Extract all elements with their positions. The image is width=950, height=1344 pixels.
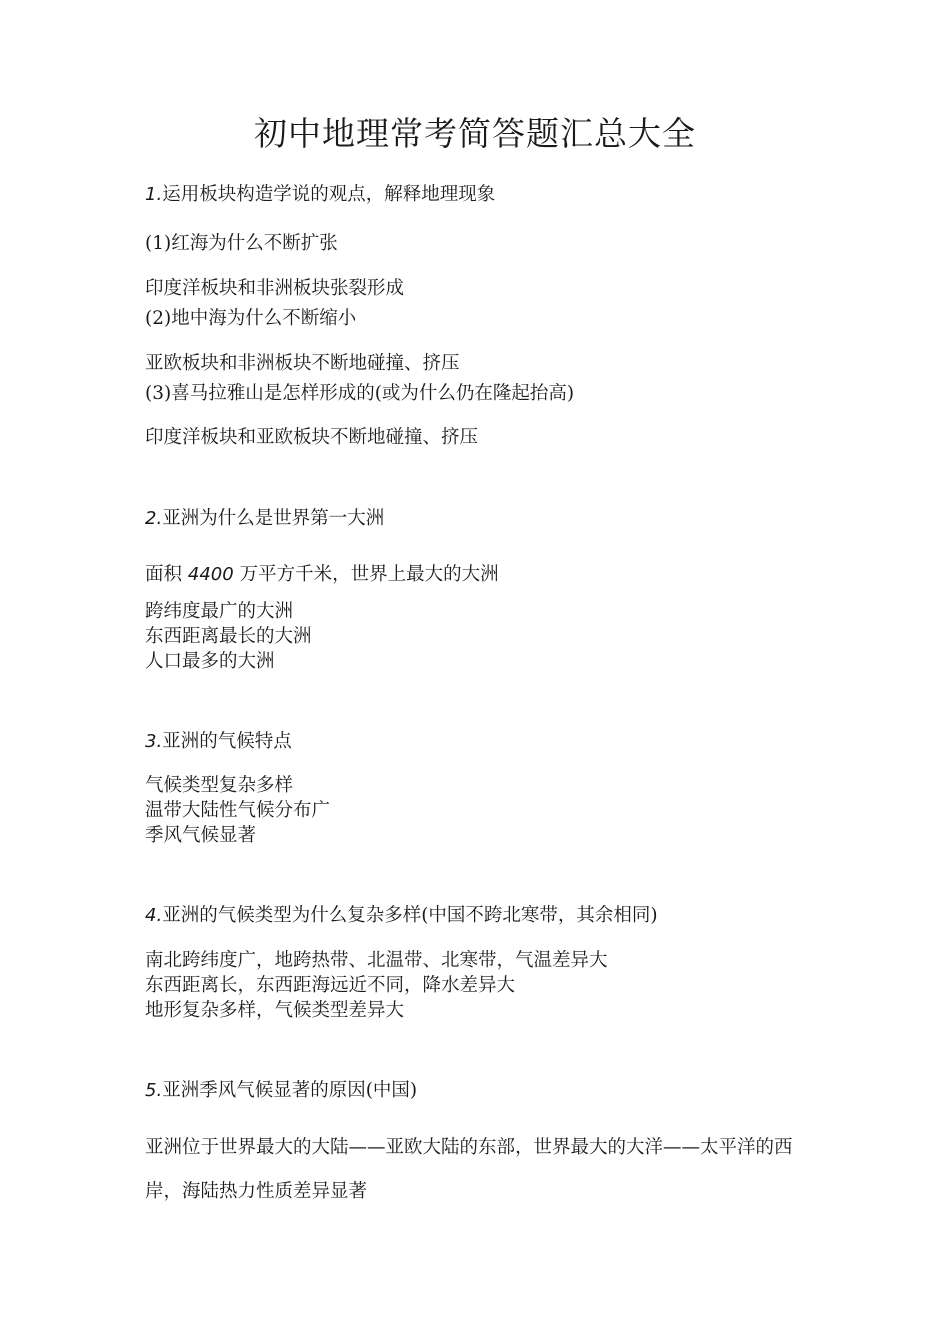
area-number: 4400 — [187, 564, 234, 585]
section-1-heading — [145, 183, 495, 207]
section-3-line-1: 气候类型复杂多样 — [145, 775, 294, 796]
section-number: 5. — [145, 1080, 163, 1101]
section-title: 运用板块构造学说的观点，解释地理现象 — [162, 184, 496, 205]
section-title: 亚洲的气候特点 — [162, 731, 292, 752]
question-1-3: (3)喜马拉雅山是怎样形成的(或为什么仍在隆起抬高) — [145, 383, 575, 404]
section-3-line-3: 季风气候显著 — [145, 825, 257, 846]
section-2-heading — [145, 507, 384, 531]
section-4-line-2: 东西距离长，东西距海远近不同，降水差异大 — [145, 975, 516, 996]
text-suffix: 万平方千米，世界上最大的大洲 — [233, 564, 499, 585]
text-prefix: 面积 — [145, 564, 188, 585]
section-3-heading — [145, 730, 292, 754]
section-2-line-2: 跨纬度最广的大洲 — [145, 601, 294, 622]
section-title: 亚洲为什么是世界第一大洲 — [162, 508, 385, 529]
answer-1-2: 亚欧板块和非洲板块不断地碰撞、挤压 — [145, 353, 460, 374]
section-4-heading — [145, 904, 658, 928]
section-number: 3. — [145, 731, 163, 752]
section-4-line-3: 地形复杂多样，气候类型差异大 — [145, 1000, 405, 1021]
question-1-1: (1)红海为什么不断扩张 — [145, 233, 338, 254]
section-2-line-4: 人口最多的大洲 — [145, 651, 275, 672]
section-2-line-1 — [145, 563, 499, 587]
section-2-line-3: 东西距离最长的大洲 — [145, 626, 312, 647]
answer-1-1: 印度洋板块和非洲板块张裂形成 — [145, 278, 405, 299]
section-title: 亚洲季风气候显著的原因(中国) — [162, 1080, 418, 1101]
section-5-body: 亚洲位于世界最大的大陆——亚欧大陆的东部，世界最大的大洋——太平洋的西岸，海陆热力性质差异显著 — [145, 1137, 793, 1202]
question-1-2: (2)地中海为什么不断缩小 — [145, 308, 357, 329]
page-title: 初中地理常考简答题汇总大全 — [254, 114, 696, 153]
section-number: 2. — [145, 508, 163, 529]
section-number: 1. — [145, 184, 163, 205]
section-4-line-1: 南北跨纬度广，地跨热带、北温带、北寒带，气温差异大 — [145, 950, 608, 971]
section-number: 4. — [145, 905, 163, 926]
section-3-line-2: 温带大陆性气候分布广 — [145, 800, 331, 821]
section-title: 亚洲的气候类型为什么复杂多样(中国不跨北寒带，其余相同) — [162, 905, 658, 926]
answer-1-3: 印度洋板块和亚欧板块不断地碰撞、挤压 — [145, 427, 479, 448]
section-5-heading — [145, 1079, 417, 1103]
